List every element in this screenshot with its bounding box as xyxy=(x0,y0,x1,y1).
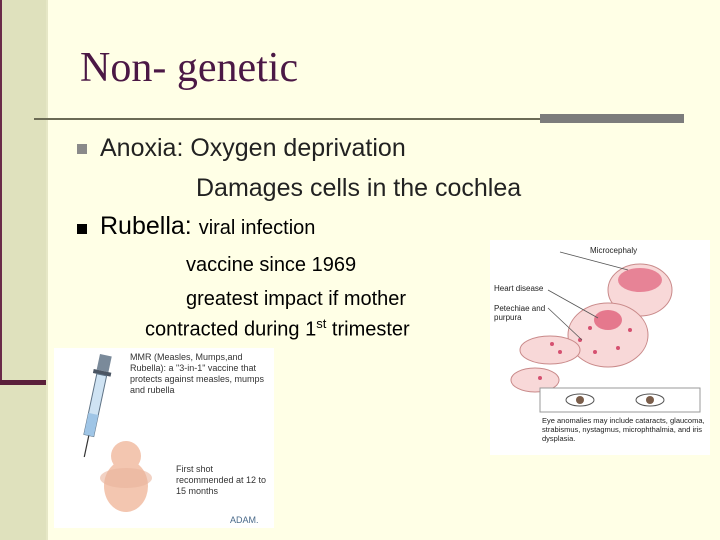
bullet-rubella-label: Rubella: xyxy=(100,212,192,240)
mmr-caption: MMR (Measles, Mumps,and Rubella): a "3-in-1" vaccine that protects against measles, mumps and rubella xyxy=(130,352,265,395)
title-underline xyxy=(34,118,540,120)
label-microcephaly: Microcephaly xyxy=(590,246,638,255)
bullet-marker-rubella xyxy=(77,224,87,234)
rubella-trimester-line xyxy=(145,316,410,342)
bullet-rubella-heading xyxy=(100,212,315,241)
label-heart-disease: Heart disease xyxy=(494,284,544,293)
label-eye-anomalies: Eye anomalies may include cataracts, glaucoma, strabismus, nystagmus, microphthalmia, and iris dysplasia. xyxy=(542,416,705,443)
adam-credit: ADAM. xyxy=(230,515,259,525)
left-decorative-band xyxy=(0,0,46,540)
rubella-impact-line: greatest impact if mother xyxy=(186,288,407,310)
mmr-vaccine-image xyxy=(54,348,274,528)
trimester-text-b: trimester xyxy=(326,318,410,341)
bullet-anoxia-subtext: Damages cells in the cochlea xyxy=(196,174,522,202)
first-shot-caption: First shot recommended at 12 to 15 months xyxy=(176,464,267,496)
rubella-vaccine-line: vaccine since 1969 xyxy=(186,254,357,276)
bullet-anoxia-label: Anoxia: Oxygen deprivation xyxy=(100,134,406,162)
bullet-marker-anoxia xyxy=(77,144,87,154)
trimester-superscript: st xyxy=(316,316,327,331)
band-edge-line xyxy=(0,0,2,383)
slide-title: Non- genetic xyxy=(80,45,299,91)
congenital-rubella-diagram xyxy=(490,240,710,455)
trimester-text-a: contracted during 1 xyxy=(145,318,317,341)
band-inner-edge xyxy=(46,0,48,540)
band-corner-bar xyxy=(0,380,46,385)
bullet-rubella-suffix: viral infection xyxy=(198,217,316,239)
label-petechiae: Petechiae and purpura xyxy=(494,304,546,322)
title-underline-accent xyxy=(540,114,684,123)
